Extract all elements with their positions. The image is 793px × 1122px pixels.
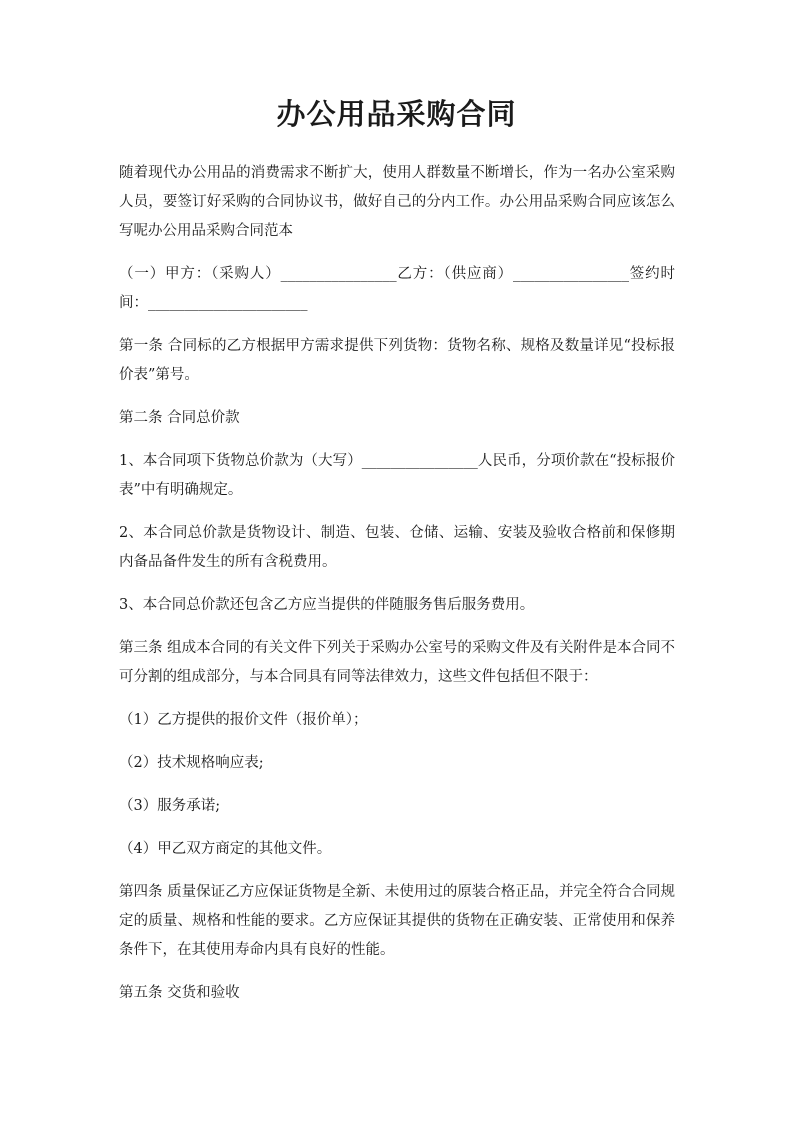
- article-4-paragraph: 第四条 质量保证乙方应保证货物是全新、未使用过的原装合格正品，并完全符合合同规定的质量、规格和性能的要求。乙方应保证其提供的货物在正确安装、正常使用和保养条件下，在其使用寿命内具有良好的性能。: [119, 884, 675, 958]
- article-3-item-4: （4）甲乙双方商定的其他文件。: [119, 841, 332, 857]
- document-title: 办公用品采购合同: [276, 97, 517, 131]
- article-3-item-3: （3）服务承诺;: [119, 798, 221, 814]
- article-1-paragraph: 第一条 合同标的乙方根据甲方需求提供下列货物：货物名称、规格及数量详见“投标报价表”第号。: [119, 338, 675, 383]
- parties-paragraph: （一）甲方：（采购人）________________乙方：（供应商）________________签约时间：______________________: [119, 266, 675, 311]
- intro-paragraph: 随着现代办公用品的消费需求不断扩大，使用人群数量不断增长，作为一名办公室采购人员，要签订好采购的合同协议书，做好自己的分内工作。办公用品采购合同应该怎么写呢办公用品采购合同范本: [119, 165, 675, 239]
- article-2-item-2: 2、本合同总价款是货物设计、制造、包装、仓储、运输、安装及验收合格前和保修期内备品备件发生的所有含税费用。: [119, 525, 675, 570]
- article-2-heading: 第二条 合同总价款: [119, 410, 240, 426]
- article-2-item-1: 1、本合同项下货物总价款为（大写）________________人民币，分项价款在“投标报价表”中有明确规定。: [119, 453, 675, 498]
- article-2-item-3: 3、本合同总价款还包含乙方应当提供的伴随服务售后服务费用。: [119, 597, 535, 613]
- article-3-item-2: （2）技术规格响应表;: [119, 755, 264, 771]
- document-body: [119, 159, 675, 1022]
- article-3-paragraph: 第三条 组成本合同的有关文件下列关于采购办公室号的采购文件及有关附件是本合同不可分割的组成部分，与本合同具有同等法律效力，这些文件包括但不限于：: [119, 640, 675, 685]
- article-3-item-1: （1）乙方提供的报价文件（报价单）；: [119, 712, 368, 728]
- article-5-heading: 第五条 交货和验收: [119, 985, 240, 1001]
